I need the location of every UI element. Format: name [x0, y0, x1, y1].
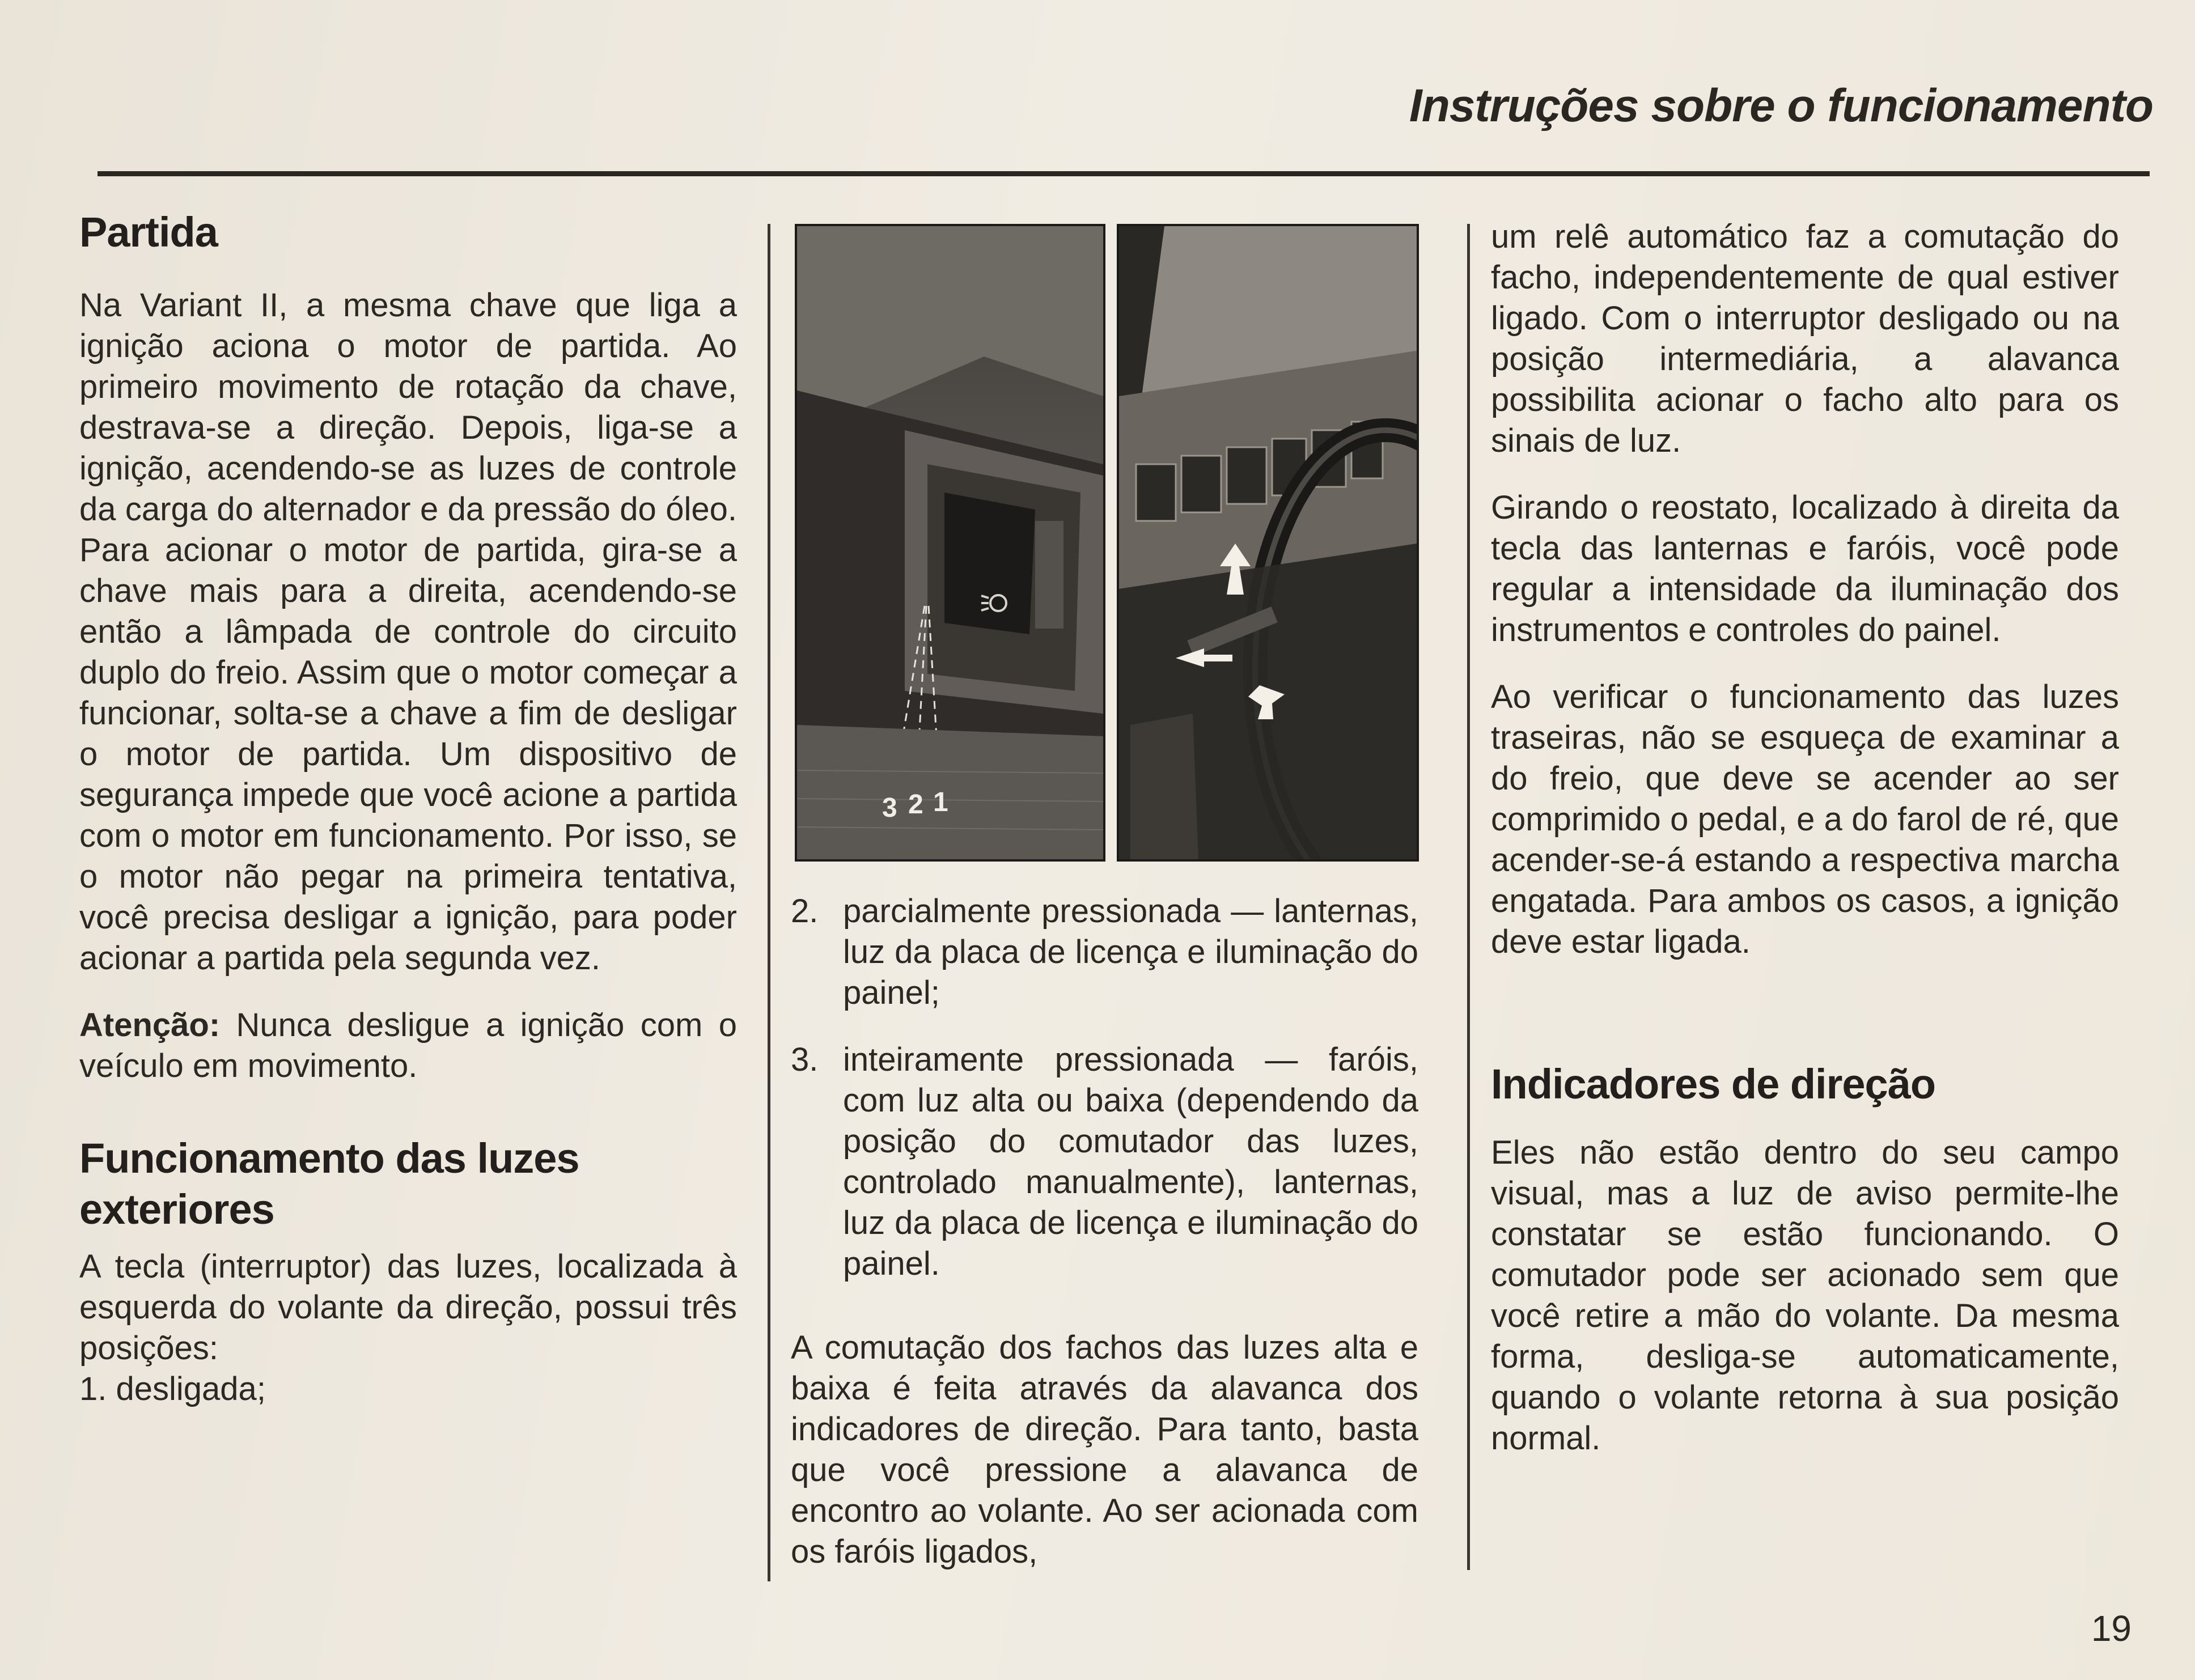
- list-item-2: [791, 891, 1418, 1013]
- page-header-title: Instruções sobre o funcionamento: [1409, 80, 2153, 131]
- indicators-paragraph: Eles não estão dentro do seu campo visual, mas a luz de aviso permite-lhe constatar se estão funcionando. O comutador pode ser acionado sem que você retire a mão do volante. Da mesma forma, desliga-se automaticamente, quando o volante retorna à sua posição normal.: [1491, 1134, 2119, 1457]
- middle-column: [791, 891, 1418, 1572]
- list-item-1: [79, 1369, 737, 1410]
- attention-note: [79, 1005, 737, 1087]
- list-item-1-text: desligada;: [116, 1371, 266, 1407]
- list-item-3: [791, 1040, 1418, 1284]
- attention-label: Atenção:: [79, 1007, 221, 1043]
- right-paragraph-1: um relê automático faz a comutação do facho, independentemente de qual estiver ligado. Com o interruptor desligado ou na posição intermediária, a alavanca possibilita acionar o facho alto para os sinais de luz.: [1491, 218, 2119, 459]
- header-rule: [98, 171, 2150, 176]
- page-number: 19: [2091, 1608, 2132, 1649]
- lights-intro: A tecla (interruptor) das luzes, localizada à esquerda do volante da direção, possui três posições:: [79, 1248, 737, 1367]
- indicators-heading: Indicadores de direção: [1491, 1060, 1936, 1108]
- comutacao-paragraph: A comutação dos fachos das luzes alta e baixa é feita através da alavanca dos indicadores de direção. Para tanto, basta que você pressione a alavanca de encontro ao volante. Ao ser acionada com os faróis ligados,: [791, 1329, 1418, 1570]
- list-item-1-number: 1.: [79, 1371, 107, 1407]
- lights-heading: Funcionamento das luzes exteriores: [79, 1135, 579, 1233]
- right-paragraph-3: Ao verificar o funcionamento das luzes traseiras, não se esqueça de examinar a do freio, que deve se acender ao ser comprimido o pedal, e a do farol de ré, que acender-se-á estando a respectiva marcha engatada. Para ambos os casos, a ignição deve estar ligada.: [1491, 678, 2119, 960]
- light-switch-photo: [795, 224, 1105, 862]
- left-column: [79, 207, 737, 1410]
- column-divider-right: [1467, 224, 1470, 1570]
- right-column: [1491, 217, 2119, 1459]
- light-switch-illustration: [797, 226, 1103, 859]
- list-item-3-text: inteiramente pressionada — faróis, com luz alta ou baixa (dependendo da posição do comutador das luzes, controlado manualmente), lanternas, luz da placa de licença e iluminação do painel.: [843, 1041, 1418, 1282]
- partida-heading: Partida: [79, 209, 218, 256]
- dashboard-illustration: [1119, 226, 1417, 859]
- position-label-3: 3: [882, 793, 897, 823]
- list-item-2-number: 2.: [791, 893, 819, 930]
- partida-paragraph: Na Variant II, a mesma chave que liga a ignição aciona o motor de partida. Ao primeiro movimento de rotação da chave, destrava-se a direção. Depois, liga-se a ignição, acendendo-se as luzes de controle da carga do alternador e da pressão do óleo. Para acionar o motor de partida, gira-se a chave mais para a direita, acendendo-se então a lâmpada de controle do circuito duplo do freio. Assim que o motor começar a funcionar, solta-se a chave a fim de desligar o motor de partida. Um dispositivo de segurança impede que você acione a partida com o motor em funcionamento. Por isso, se o motor não pegar na primeira tentativa, você precisa desligar a ignição, para poder acionar a partida pela segunda vez.: [79, 287, 737, 977]
- dashboard-photo: [1117, 224, 1419, 862]
- column-divider-left: [768, 224, 770, 1581]
- attention-text: Nunca desligue a ignição com o veículo em movimento.: [79, 1007, 737, 1084]
- list-item-2-text: parcialmente pressionada — lanternas, luz da placa de licença e iluminação do painel;: [843, 893, 1418, 1011]
- list-item-3-number: 3.: [791, 1041, 819, 1078]
- position-label-2: 2: [908, 790, 923, 820]
- right-paragraph-2: Girando o reostato, localizado à direita da tecla das lanternas e faróis, você pode regular a intensidade da iluminação dos instrumentos e controles do painel.: [1491, 489, 2119, 648]
- switch-positions-list: [791, 891, 1418, 1284]
- position-label-1: 1: [933, 787, 948, 817]
